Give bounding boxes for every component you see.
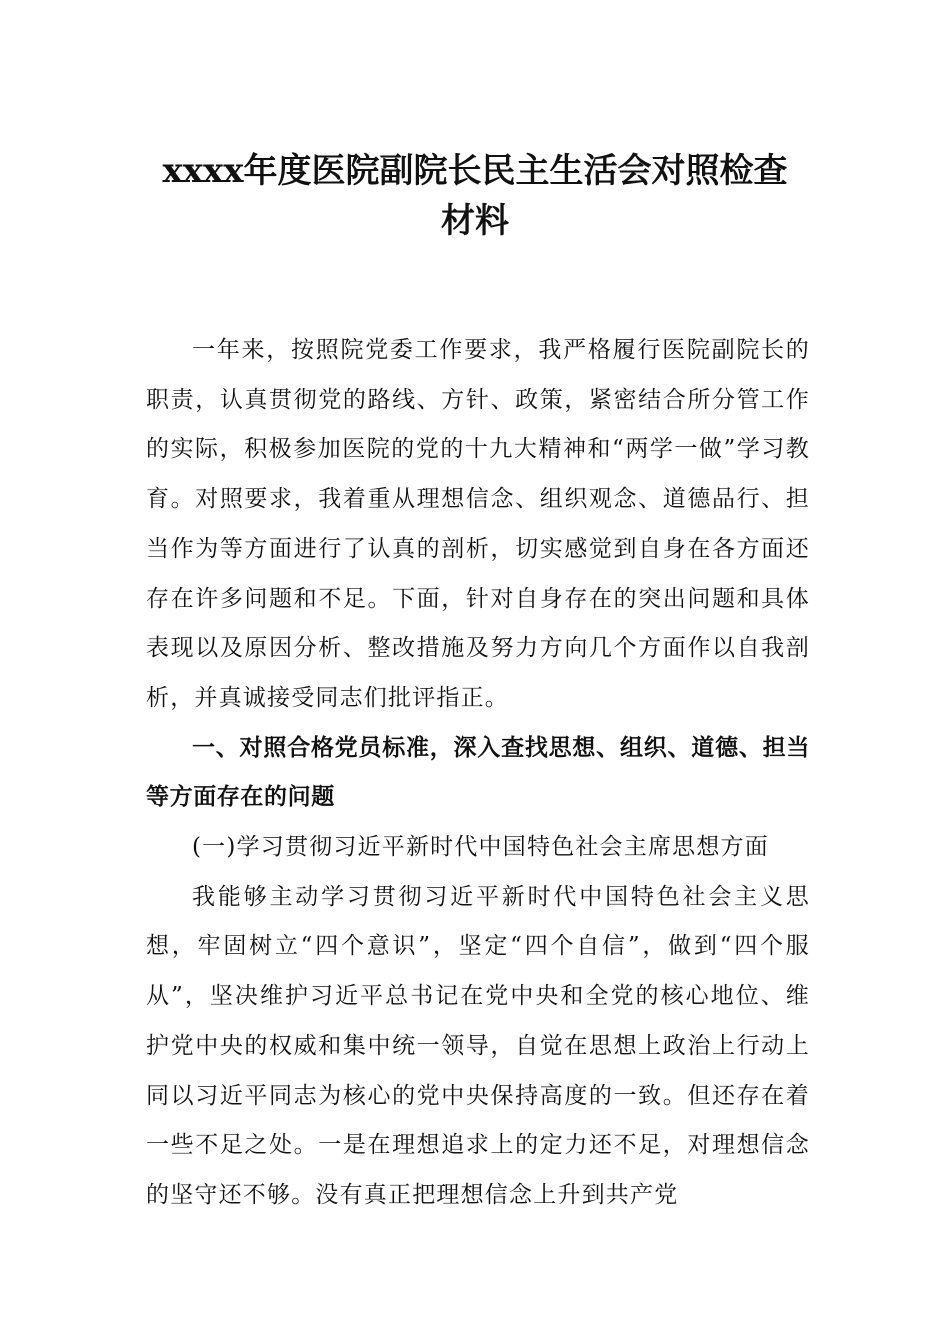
body-paragraph-1: 我能够主动学习贯彻习近平新时代中国特色社会主义思想，牢固树立“四个意识”，坚定“四个自信”，做到“四个服从”，坚决维护习近平总书记在党中央和全党的核心地位、维护党中央的权威和集中统一领导，自觉在思想上政治上行动上同以习近平同志为核心的党中央保持高度的一致。但还存在着一些不足之处。一是在理想追求上的定力还不足，对理想信念的坚守还不够。没有真正把理想信念上升到共产党	[146, 883, 810, 1208]
document-body	[146, 326, 810, 1221]
section-heading-1: 一、对照合格党员标准，深入查找思想、组织、道德、担当等方面存在的问题	[146, 734, 810, 811]
subsection-heading-1: (一)学习贯彻习近平新时代中国特色社会主席思想方面	[192, 834, 769, 861]
document-title	[120, 146, 830, 246]
intro-paragraph: 一年来，按照院党委工作要求，我严格履行医院副院长的职责，认真贯彻党的路线、方针、政策，紧密结合所分管工作的实际，积极参加医院的党的十九大精神和“两学一做”学习教育。对照要求，我着重从理想信念、组织观念、道德品行、担当作为等方面进行了认真的剖析，切实感觉到自身在各方面还存在许多问题和不足。下面，针对自身存在的突出问题和具体表现以及原因分析、整改措施及努力方向几个方面作以自我剖析，并真诚接受同志们批评指正。	[146, 337, 810, 711]
document-title-line-2: 材料	[441, 201, 509, 241]
document-title-line-1: xxxx年度医院副院长民主生活会对照检查	[162, 151, 788, 191]
